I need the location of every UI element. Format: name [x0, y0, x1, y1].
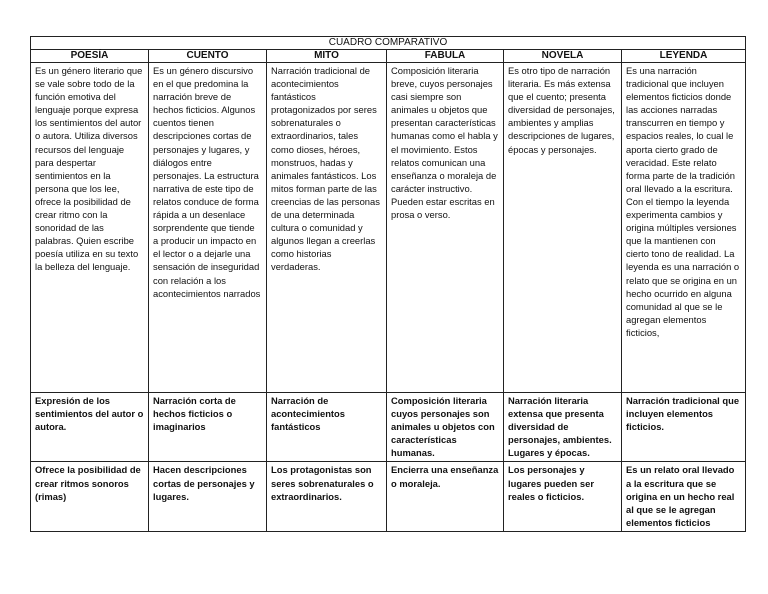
title-row [31, 37, 746, 50]
summary-mito: Narración de acontecimientos fantásticos [267, 393, 387, 462]
summary-fabula: Composición literaria cuyos personajes son animales u objetos con características humanas. [387, 393, 504, 462]
definition-poesia: Es un género literario que se vale sobre todo de la función emotiva del lenguaje porque expresa los sentimientos del autor o autora. Utiliza diversos recursos del lenguaje para despertar sentimientos en la persona que los lee, ofrece la posibilidad de crear ritmo con la sonoridad de las palabras. Quien escribe poesía utiliza en su texto la belleza del lenguaje. [31, 63, 149, 393]
feature-fabula: Encierra una enseñanza o moraleja. [387, 462, 504, 531]
definition-row [31, 63, 746, 393]
summary-leyenda: Narración tradicional que incluyen elementos ficticios. [622, 393, 746, 462]
feature-row [31, 462, 746, 531]
header-fabula: FABULA [387, 50, 504, 63]
header-row [31, 50, 746, 63]
summary-cuento: Narración corta de hechos ficticios o imaginarios [149, 393, 267, 462]
summary-row [31, 393, 746, 462]
header-leyenda: LEYENDA [622, 50, 746, 63]
definition-cuento: Es un género discursivo en el que predomina la narración breve de hechos ficticios. Algunos cuentos tienen descripciones cortas de personajes y lugares, y diálogos entre personajes. La estructura narrativa de este tipo de relatos conduce de forma rápida a un desenlace sorprendente que tiende a producir un impacto en el lector o a dejarle una sensación de inseguridad con relación a los acontecimientos narrados [149, 63, 267, 393]
comparative-table [30, 36, 746, 532]
definition-novela: Es otro tipo de narración literaria. Es más extensa que el cuento; presenta diversidad de personajes, ambientes y amplias descripciones de lugares, épocas y personajes. [504, 63, 622, 393]
definition-fabula: Composición literaria breve, cuyos personajes casi siempre son animales u objetos que presentan características humanas como el habla y el movimiento. Estos relatos comunican una enseñanza o moraleja de carácter instructivo. Pueden estar escritas en prosa o verso. [387, 63, 504, 393]
feature-poesia: Ofrece la posibilidad de crear ritmos sonoros (rimas) [31, 462, 149, 531]
definition-mito: Narración tradicional de acontecimientos fantásticos protagonizados por seres sobrenaturales o extraordinarios, tales como dioses, héroes, monstruos, hadas y animales fantásticos. Los mitos forman parte de las creencias de las personas de una determinada cultura o comunidad y algunos llegan a creerlas como historias verdaderas. [267, 63, 387, 393]
feature-mito: Los protagonistas son seres sobrenaturales o extraordinarios. [267, 462, 387, 531]
summary-poesia: Expresión de los sentimientos del autor o autora. [31, 393, 149, 462]
feature-novela: Los personajes y lugares pueden ser reales o ficticios. [504, 462, 622, 531]
definition-leyenda: Es una narración tradicional que incluyen elementos ficticios donde las acciones narradas transcurren en tiempo y espacios reales, lo cual le aporta cierto grado de veracidad. Este relato forma parte de la tradición oral llevado a la escritura. Con el tiempo la leyenda experimenta cambios y origina múltiples versiones que la mantienen con cierto tono de realidad. La leyenda es una narración o relato que se origina en un hecho ocurrido en alguna comunidad al que se le agregan elementos ficticios, [622, 63, 746, 393]
feature-cuento: Hacen descripciones cortas de personajes y lugares. [149, 462, 267, 531]
header-cuento: CUENTO [149, 50, 267, 63]
summary-novela: Narración literaria extensa que presenta diversidad de personajes, ambientes. Lugares y épocas. [504, 393, 622, 462]
header-mito: MITO [267, 50, 387, 63]
table-title: CUADRO COMPARATIVO [31, 37, 746, 50]
header-novela: NOVELA [504, 50, 622, 63]
header-poesia: POESÍA [31, 50, 149, 63]
feature-leyenda: Es un relato oral llevado a la escritura que se origina en un hecho real al que se le agregan elementos ficticios [622, 462, 746, 531]
